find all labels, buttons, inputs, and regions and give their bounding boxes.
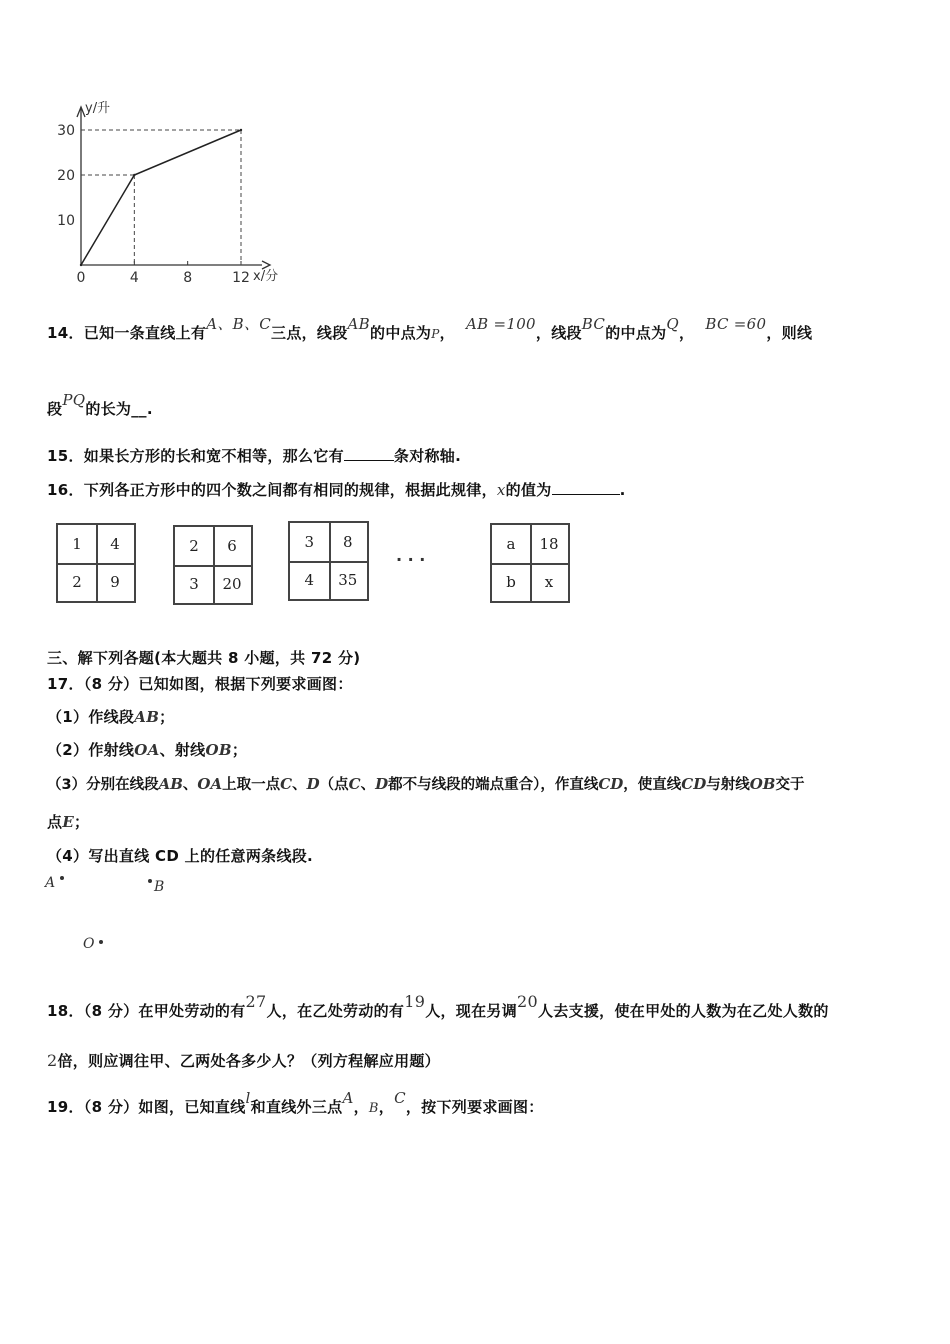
- square-cell: 20: [222, 575, 242, 593]
- square-cell: 8: [342, 533, 353, 551]
- square-cell: b: [506, 573, 516, 591]
- ellipsis: · · ·: [396, 550, 426, 569]
- y-tick-label: 10: [57, 213, 75, 229]
- point-b-label: B: [154, 879, 165, 895]
- square-cell: 18: [539, 535, 559, 553]
- question-17-step-4: （4）写出直线 CD 上的任意两条线段.: [47, 847, 314, 865]
- x-tick-label: 12: [232, 270, 250, 286]
- square-cell: 2: [189, 537, 199, 555]
- square-cell: 4: [110, 535, 120, 553]
- data-line: [81, 130, 241, 265]
- point-b-dot: [148, 879, 152, 883]
- question-14-line-1: 14．已知一条直线上有A、B、C三点，线段AB的中点为P， AB =100，线段BC的中点为Q， BC =60，则线: [47, 315, 813, 342]
- square-cell: a: [506, 535, 516, 553]
- number-square-2: [173, 525, 253, 605]
- square-cell: 2: [72, 573, 82, 591]
- square-cell: 9: [110, 573, 120, 591]
- point-a-dot: [60, 876, 64, 880]
- x-axis-arrow: [262, 261, 270, 269]
- question-18-line-2: 2倍，则应调往甲、乙两处各多少人？（列方程解应用题）: [47, 1051, 440, 1070]
- x-tick-label: 4: [129, 270, 139, 286]
- question-18-line-1: 18．（8 分）在甲处劳动的有27人，在乙处劳动的有19人，现在另调20人去支援，使在甲处的人数为在乙处人数的: [47, 992, 829, 1020]
- points-abc: A、B、C: [206, 315, 272, 333]
- data-point: [80, 264, 82, 266]
- data-point: [133, 174, 135, 176]
- question-17-step-3-cont: 点E；: [47, 813, 90, 831]
- number-square-1: [56, 523, 136, 603]
- volume-time-chart: [40, 95, 300, 290]
- y-tick-label: 20: [57, 168, 75, 184]
- square-cell: 6: [227, 537, 237, 555]
- question-15: 15．如果长方形的长和宽不相等，那么它有 条对称轴.: [47, 447, 462, 465]
- question-14-line-2: 段PQ的长为__.: [47, 391, 153, 418]
- square-cell: 1: [72, 535, 82, 553]
- answer-blank: [552, 493, 620, 495]
- point-o-dot: [99, 940, 103, 944]
- y-axis-label: y/升: [85, 101, 111, 116]
- y-tick-label: 30: [57, 123, 75, 139]
- x-tick-label: 0: [76, 270, 86, 286]
- question-19: 19．（8 分）如图，已知直线l和直线外三点A，B，C，按下列要求画图：: [47, 1089, 544, 1116]
- question-17-step-3: （3）分别在线段AB、OA上取一点C、D（点C、D都不与线段的端点重合），作直线CD，使直线CD与射线OB交于: [47, 775, 805, 793]
- section-3-heading: 三、解下列各题(本大题共 8 小题，共 72 分): [47, 649, 361, 667]
- data-point: [240, 129, 242, 131]
- square-cell: 3: [189, 575, 199, 593]
- bc-equation: BC =60: [705, 315, 767, 333]
- ab-equation: AB =100: [465, 315, 536, 333]
- question-17-step-2: （2）作射线OA、射线OB；: [47, 741, 248, 759]
- x-tick-label: 8: [183, 270, 193, 286]
- x-axis-label: x/分: [253, 269, 279, 284]
- square-cell: x: [544, 573, 554, 591]
- number-square-4: [490, 523, 570, 603]
- question-17-step-1: （1）作线段AB；: [47, 708, 175, 726]
- question-17-heading: 17．（8 分）已知如图，根据下列要求画图：: [47, 675, 353, 693]
- point-o-label: O: [83, 936, 95, 952]
- answer-blank: [344, 459, 394, 461]
- point-a-label: A: [45, 875, 56, 891]
- number-square-3: [288, 521, 369, 601]
- square-cell: 4: [304, 571, 315, 589]
- square-cell: 35: [338, 571, 358, 589]
- question-16: 16．下列各正方形中的四个数之间都有相同的规律，根据此规律，x的值为 .: [47, 481, 626, 499]
- square-cell: 3: [304, 533, 315, 551]
